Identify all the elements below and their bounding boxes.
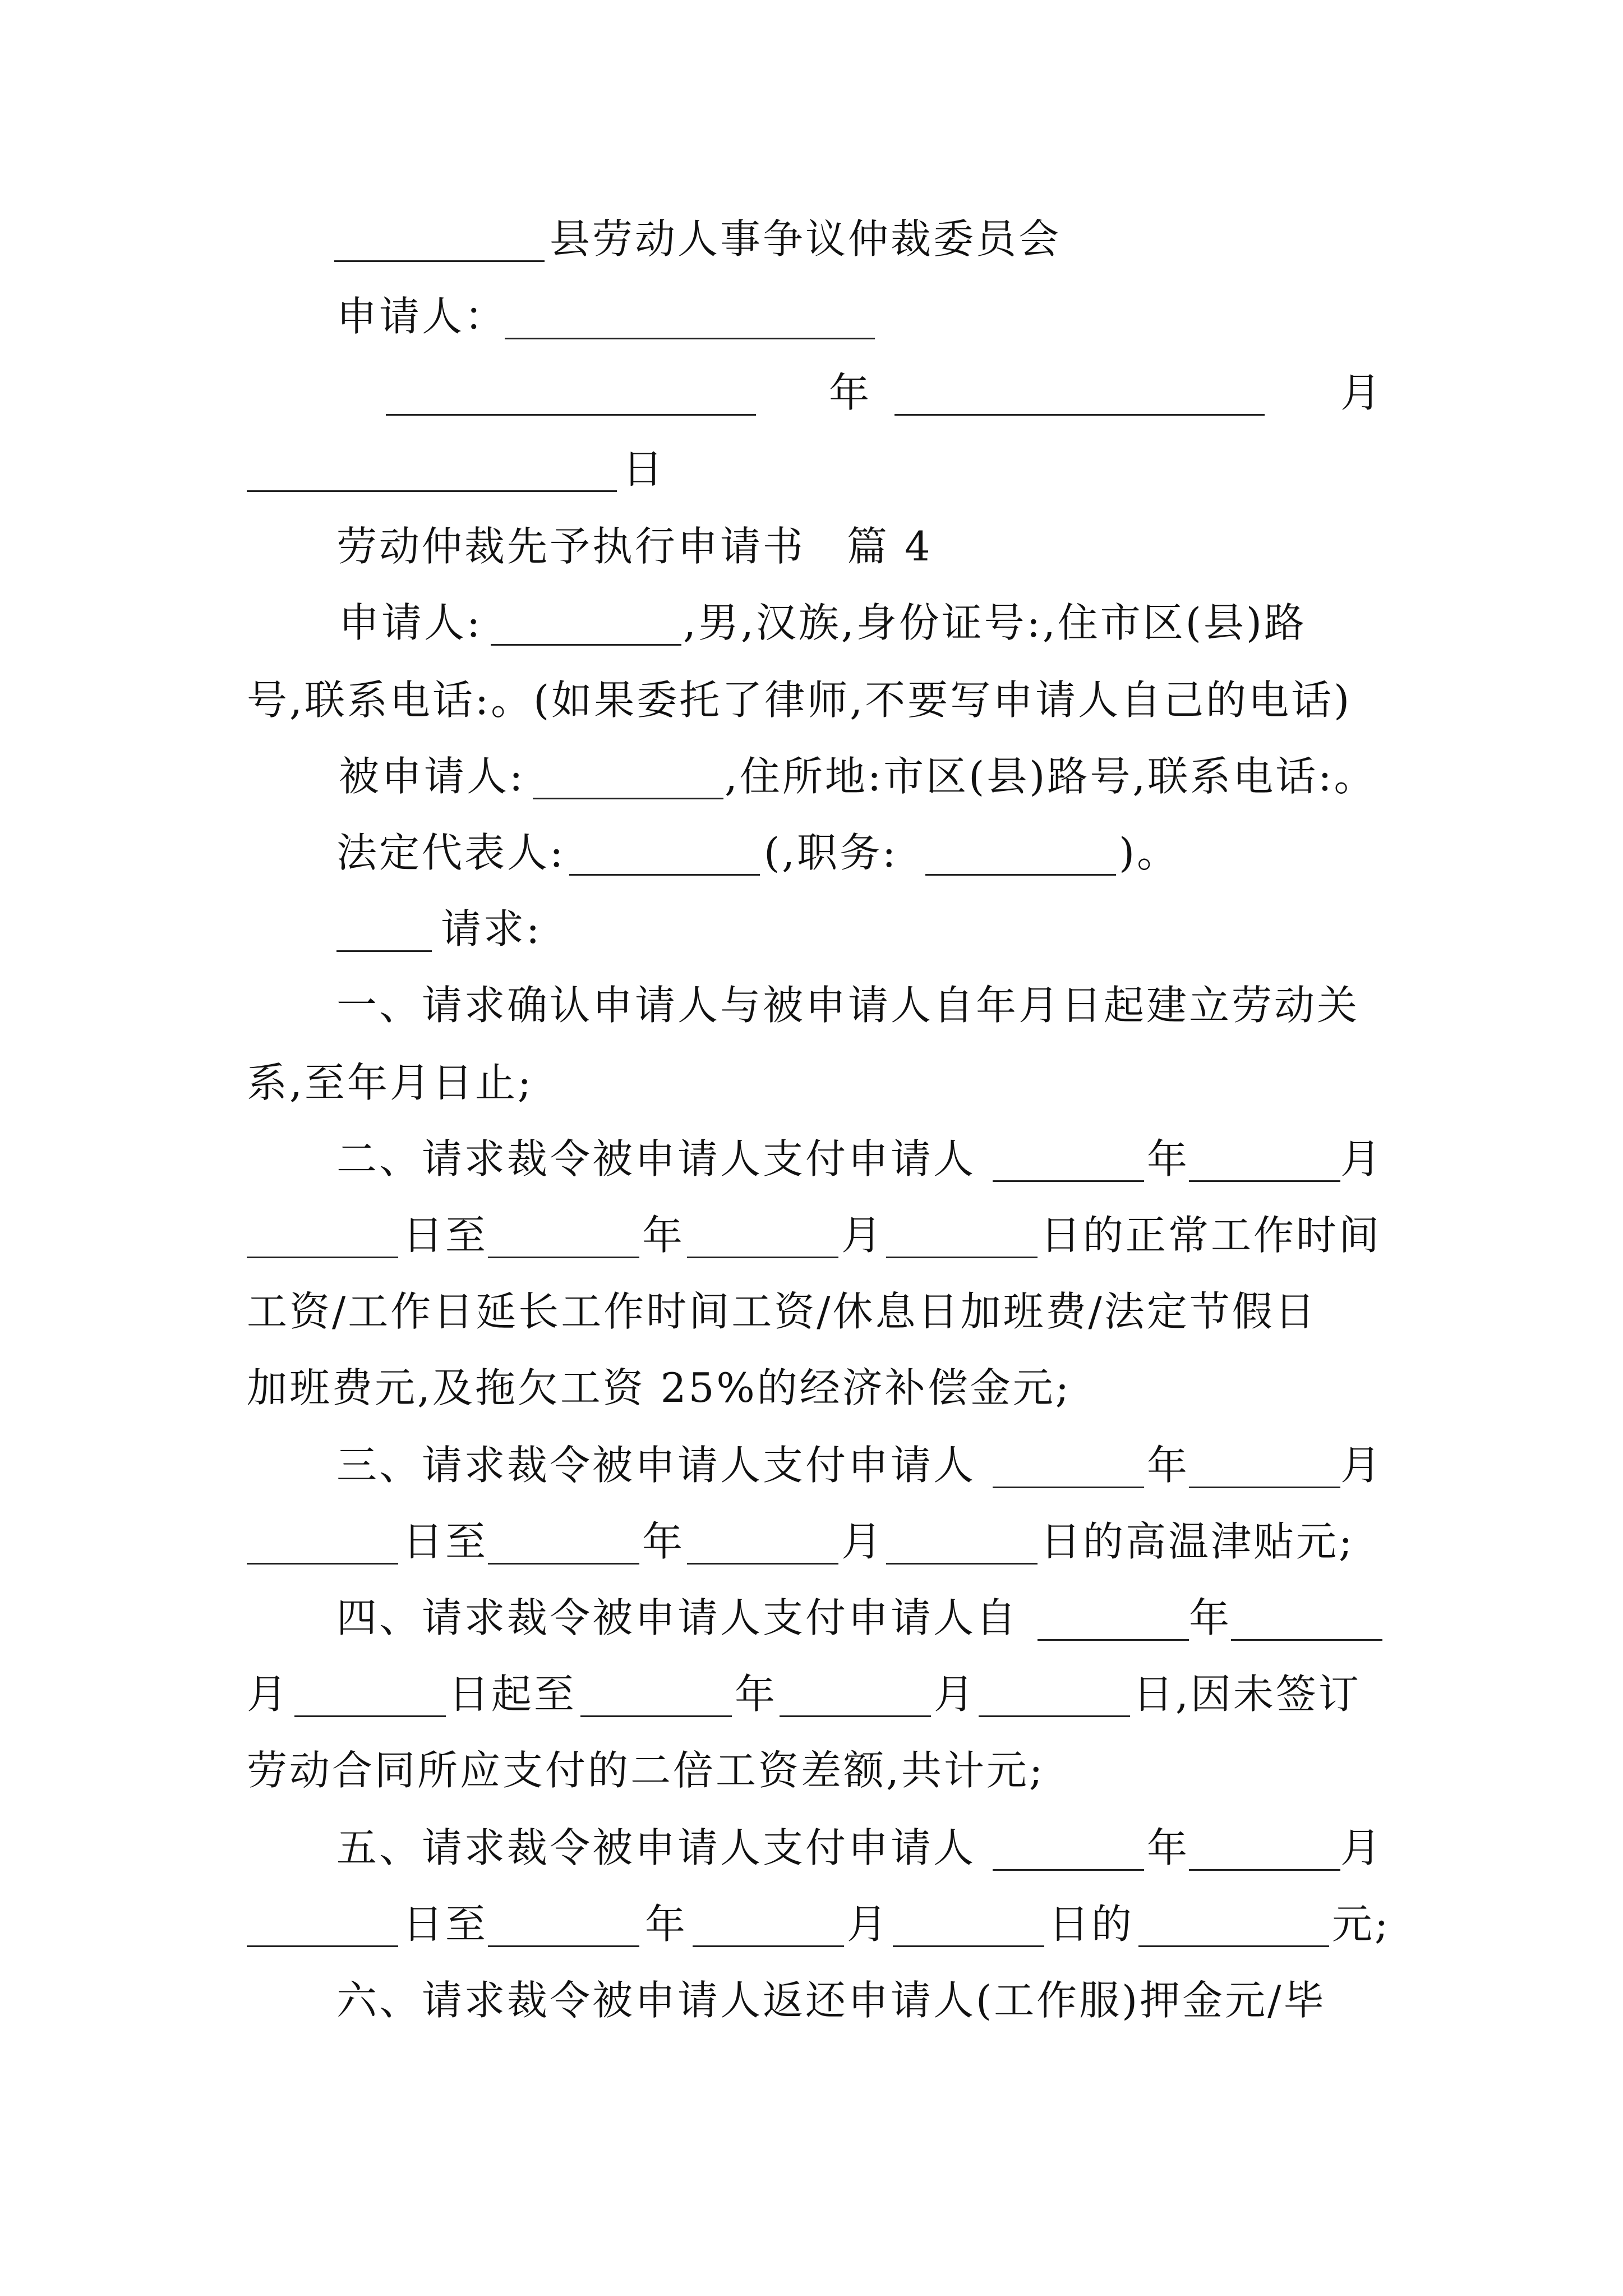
item4-month2: 月 bbox=[934, 1671, 977, 1718]
applicant-para-line1 bbox=[0, 591, 1623, 654]
item3-year2: 年 bbox=[642, 1518, 685, 1565]
item5-month1-blank bbox=[1189, 1869, 1340, 1871]
item5-month2: 月 bbox=[847, 1901, 890, 1948]
item3-line2 bbox=[0, 1510, 1623, 1573]
requests-heading-line bbox=[0, 898, 1623, 960]
item1-line1 bbox=[0, 974, 1623, 1037]
applicant-details-cont: 号,联系电话:。(如果委托了律师,不要写申请人自己的电话) bbox=[247, 677, 1352, 724]
item5-year2-blank bbox=[488, 1945, 639, 1947]
item1-line2 bbox=[0, 1051, 1623, 1114]
applicant-para-line2 bbox=[0, 669, 1623, 731]
item4-year2: 年 bbox=[735, 1671, 778, 1718]
item4-line3 bbox=[0, 1739, 1623, 1802]
doc-title: 劳动仲裁先予执行申请书 bbox=[336, 523, 806, 570]
respondent-label: 被申请人: bbox=[339, 753, 525, 800]
item3-line1 bbox=[0, 1434, 1623, 1497]
item3-month1: 月 bbox=[1340, 1442, 1384, 1489]
respondent-name-blank bbox=[533, 798, 723, 799]
item6-text: 六、请求裁令被申请人返还申请人(工作服)押金元/毕 bbox=[336, 1977, 1326, 2024]
item5-mid1: 日至 bbox=[403, 1901, 488, 1948]
item4-mid1: 日起至 bbox=[449, 1671, 577, 1718]
item3-year1-blank bbox=[993, 1487, 1144, 1488]
legal-rep-position-label: (,职务: bbox=[764, 829, 898, 876]
legal-rep-line bbox=[0, 821, 1623, 884]
item2-year2: 年 bbox=[642, 1212, 685, 1259]
item5-line2 bbox=[0, 1893, 1623, 1955]
item4-day1-blank bbox=[294, 1715, 446, 1717]
day-blank bbox=[247, 490, 617, 492]
item5-prefix: 五、请求裁令被申请人支付申请人 bbox=[336, 1824, 976, 1871]
respondent-para-line bbox=[0, 745, 1623, 808]
legal-rep-close: )。 bbox=[1119, 829, 1180, 876]
item5-month1: 月 bbox=[1340, 1824, 1384, 1871]
item2-mid1: 日至 bbox=[403, 1212, 488, 1259]
applicant-blank bbox=[505, 338, 875, 339]
date-day: 日 bbox=[623, 445, 666, 493]
item4-day2-blank bbox=[979, 1715, 1130, 1717]
item4-line1 bbox=[0, 1586, 1623, 1649]
item5-line1 bbox=[0, 1816, 1623, 1879]
requests-blank bbox=[336, 950, 432, 952]
item4-prefix: 四、请求裁令被申请人支付申请人自 bbox=[336, 1594, 1019, 1641]
item4-month1: 月 bbox=[247, 1671, 290, 1718]
item2-day1-blank bbox=[247, 1257, 398, 1258]
item3-day1-blank bbox=[247, 1563, 398, 1565]
item2-day2-blank bbox=[886, 1257, 1038, 1258]
item5-month2-blank bbox=[693, 1945, 844, 1947]
item2-line2 bbox=[0, 1204, 1623, 1267]
item2-prefix: 二、请求裁令被申请人支付申请人 bbox=[336, 1135, 976, 1182]
item2-year1: 年 bbox=[1147, 1135, 1190, 1182]
item4-text-cont: 劳动合同所应支付的二倍工资差额,共计元; bbox=[247, 1747, 1045, 1794]
header-committee: 县劳动人事争议仲裁委员会 bbox=[550, 215, 1062, 263]
legal-rep-label: 法定代表人: bbox=[336, 829, 566, 876]
item4-line2 bbox=[0, 1663, 1623, 1726]
doc-title-suffix: 篇 4 bbox=[847, 523, 933, 570]
header-applicant-line bbox=[0, 285, 1623, 348]
date-day-line bbox=[0, 438, 1623, 500]
item2-line3 bbox=[0, 1280, 1623, 1343]
item2-month2: 月 bbox=[841, 1212, 884, 1259]
item5-year1: 年 bbox=[1147, 1824, 1190, 1871]
item2-month1-blank bbox=[1189, 1180, 1340, 1182]
item4-year1: 年 bbox=[1189, 1594, 1232, 1641]
header-committee-line bbox=[0, 208, 1623, 270]
item3-day2-blank bbox=[886, 1563, 1038, 1565]
year-blank bbox=[386, 414, 756, 416]
item2-year1-blank bbox=[993, 1180, 1144, 1182]
item2-month2-blank bbox=[687, 1257, 838, 1258]
item3-month2-blank bbox=[687, 1563, 838, 1565]
date-month: 月 bbox=[1340, 369, 1384, 416]
item6-line1 bbox=[0, 1969, 1623, 2032]
item3-month1-blank bbox=[1189, 1487, 1340, 1488]
item4-month2-blank bbox=[780, 1715, 931, 1717]
item2-line1 bbox=[0, 1128, 1623, 1190]
legal-rep-position-blank bbox=[925, 874, 1116, 876]
item2-end: 日的正常工作时间 bbox=[1040, 1212, 1382, 1259]
item4-year1-blank bbox=[1038, 1639, 1189, 1641]
item3-year2-blank bbox=[488, 1563, 639, 1565]
item5-year1-blank bbox=[993, 1869, 1144, 1871]
item5-year2: 年 bbox=[645, 1901, 688, 1948]
item3-year1: 年 bbox=[1147, 1442, 1190, 1489]
item4-end: 日,因未签订 bbox=[1133, 1671, 1361, 1718]
county-blank bbox=[334, 260, 545, 262]
item4-month1-blank bbox=[1231, 1639, 1382, 1641]
item3-prefix: 三、请求裁令被申请人支付申请人 bbox=[336, 1442, 976, 1489]
date-year: 年 bbox=[829, 369, 872, 416]
item1-text-cont: 系,至年月日止; bbox=[247, 1059, 534, 1106]
respondent-details: ,住所地:市区(县)路号,联系电话:。 bbox=[725, 753, 1377, 800]
item3-end: 日的高温津贴元; bbox=[1040, 1518, 1355, 1565]
applicant-details: ,男,汉族,身份证号:,住市区(县)路 bbox=[683, 599, 1307, 646]
date-line bbox=[0, 361, 1623, 424]
item2-year2-blank bbox=[488, 1257, 639, 1258]
legal-rep-name-blank bbox=[569, 874, 760, 876]
item3-mid1: 日至 bbox=[403, 1518, 488, 1565]
item5-day1-blank bbox=[247, 1945, 398, 1947]
header-applicant-label: 申请人： bbox=[336, 293, 508, 340]
item2-line4 bbox=[0, 1356, 1623, 1419]
month-blank bbox=[895, 414, 1265, 416]
applicant-label: 申请人: bbox=[339, 599, 483, 646]
applicant-name-blank bbox=[491, 644, 681, 646]
item1-text: 一、请求确认申请人与被申请人自年月日起建立劳动关 bbox=[336, 982, 1360, 1029]
item3-month2: 月 bbox=[841, 1518, 884, 1565]
title-line bbox=[0, 515, 1623, 578]
item5-end: 元; bbox=[1332, 1901, 1391, 1948]
item4-year2-blank bbox=[580, 1715, 732, 1717]
item2-month1: 月 bbox=[1340, 1135, 1384, 1182]
item5-amount-blank bbox=[1138, 1945, 1329, 1947]
item5-day2-blank bbox=[893, 1945, 1044, 1947]
item5-mid2: 日的 bbox=[1049, 1901, 1135, 1948]
requests-heading: 请求: bbox=[441, 905, 542, 953]
item2-text-cont: 工资/工作日延长工作时间工资/休息日加班费/法定节假日 bbox=[247, 1288, 1317, 1335]
item2-text-cont2: 加班费元,及拖欠工资 25%的经济补偿金元; bbox=[247, 1364, 1072, 1411]
